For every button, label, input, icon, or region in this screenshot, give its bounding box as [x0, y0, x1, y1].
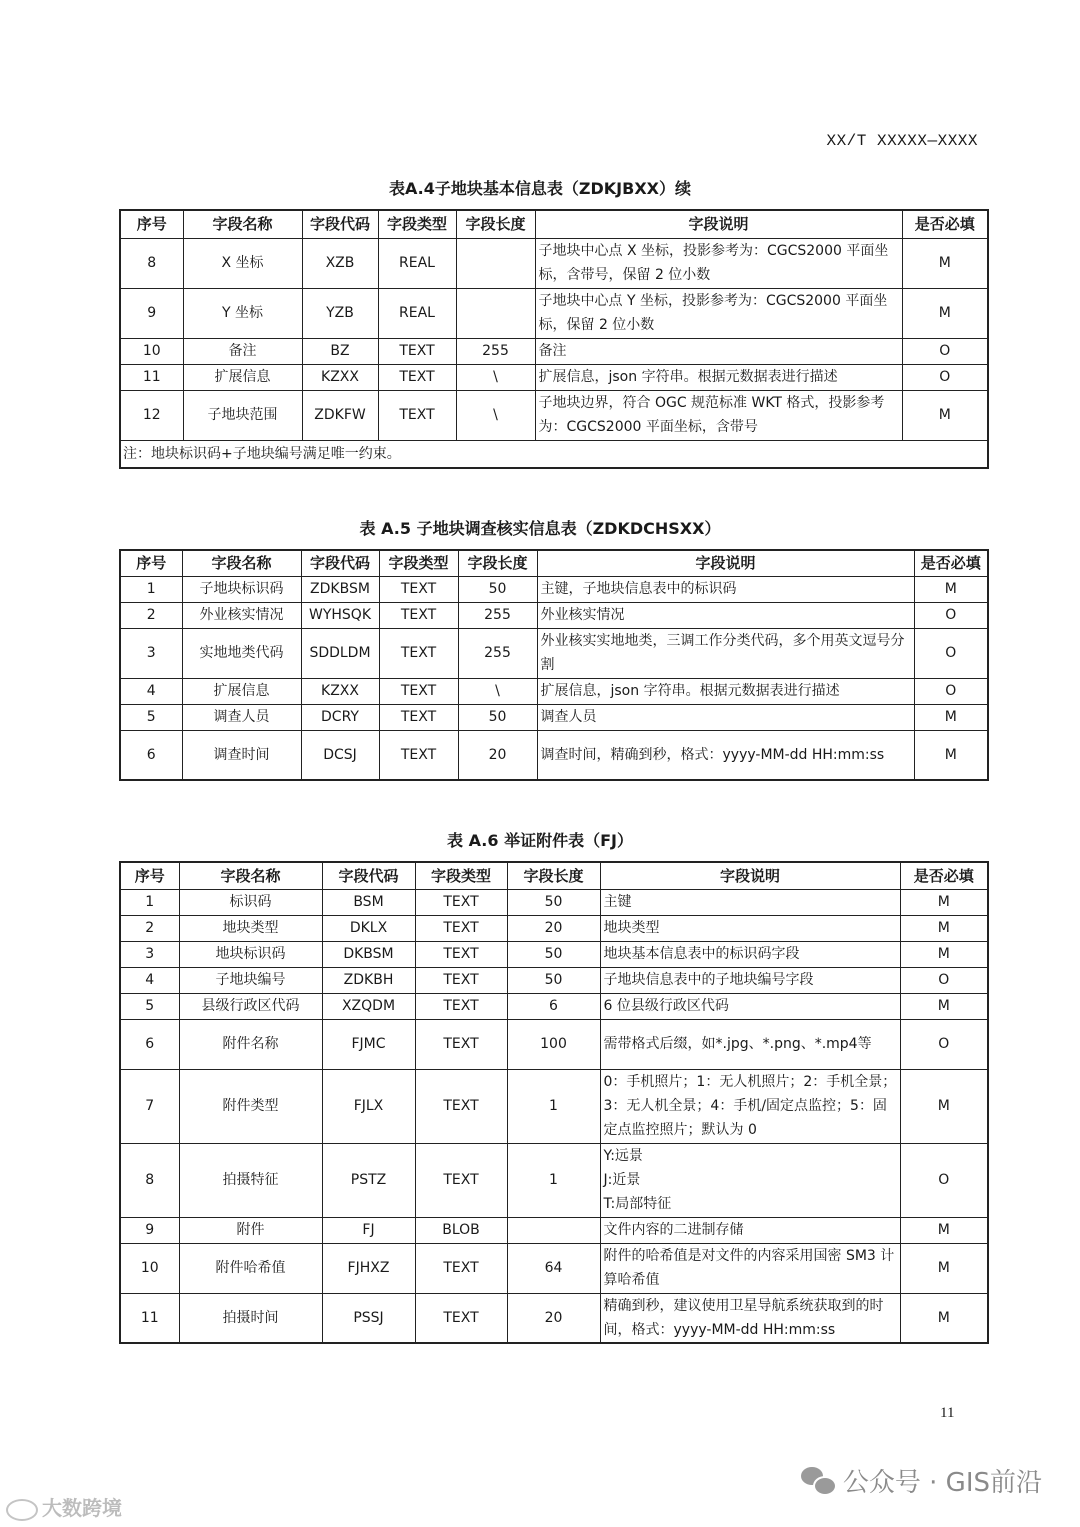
table-cell: 50: [458, 704, 537, 730]
table-cell: [456, 238, 535, 288]
table-header-row: [120, 550, 988, 576]
table-cell: 9: [120, 288, 183, 338]
table-cell: 8: [120, 238, 183, 288]
table-row: [120, 889, 988, 915]
table-cell: M: [900, 1243, 988, 1293]
table-cell: ZDKBH: [322, 967, 415, 993]
table-cell: 扩展信息: [182, 678, 301, 704]
watermark-left-text: 大数跨境: [42, 1496, 122, 1520]
table-cell: M: [900, 889, 988, 915]
table-cell: PSSJ: [322, 1293, 415, 1343]
table-row: [120, 967, 988, 993]
table-row: [120, 1019, 988, 1069]
table-cell: DCRY: [301, 704, 379, 730]
column-header: 序号: [120, 862, 179, 889]
table-cell: XZQDM: [322, 993, 415, 1019]
table-cell: TEXT: [378, 338, 456, 364]
table-cell: 附件类型: [179, 1069, 322, 1143]
table-cell: 子地块中心点 X 坐标，投影参考为：CGCS2000 平面坐标，含带号，保留 2 位小数: [535, 238, 902, 288]
table-row: [120, 1217, 988, 1243]
table-cell: 外业核实情况: [537, 602, 914, 628]
table-cell: TEXT: [415, 1143, 507, 1217]
table-note: 注：地块标识码+子地块编号满足唯一约束。: [120, 440, 988, 468]
table-row: [120, 1143, 988, 1217]
table-cell: 附件哈希值: [179, 1243, 322, 1293]
table-cell: M: [914, 576, 988, 602]
table-cell: 地块标识码: [179, 941, 322, 967]
table-a4: [119, 209, 989, 469]
table-cell: 50: [507, 889, 600, 915]
table-cell: BZ: [302, 338, 378, 364]
table-cell: 调查时间，精确到秒，格式：yyyy-MM-dd HH:mm:ss: [537, 730, 914, 780]
table-cell: [507, 1217, 600, 1243]
table-cell: 拍摄时间: [179, 1293, 322, 1343]
table-cell: 5: [120, 993, 179, 1019]
table-cell: BLOB: [415, 1217, 507, 1243]
table-cell: 子地块范围: [183, 390, 302, 440]
column-header: 字段说明: [537, 550, 914, 576]
table-cell: 6: [120, 1019, 179, 1069]
table-cell: 地块基本信息表中的标识码字段: [600, 941, 900, 967]
watermark-right-text: 公众号 · GIS前沿: [842, 1468, 1042, 1498]
table-cell: O: [914, 678, 988, 704]
table-cell: \: [458, 678, 537, 704]
table-cell: 外业核实实地地类，三调工作分类代码，多个用英文逗号分割: [537, 628, 914, 678]
table-cell: 3: [120, 628, 182, 678]
table-row: [120, 602, 988, 628]
table-cell: 调查时间: [182, 730, 301, 780]
table-row: [120, 993, 988, 1019]
table-cell: O: [902, 364, 988, 390]
table-cell: M: [900, 1293, 988, 1343]
column-header: 字段名称: [183, 210, 302, 238]
table-cell: 50: [507, 967, 600, 993]
table-cell: 扩展信息，json 字符串。根据元数据表进行描述: [535, 364, 902, 390]
table-cell: M: [900, 993, 988, 1019]
column-header: 字段类型: [415, 862, 507, 889]
table-cell: Y 坐标: [183, 288, 302, 338]
table-cell: M: [902, 288, 988, 338]
table-cell: KZXX: [301, 678, 379, 704]
table-cell: O: [900, 1143, 988, 1217]
column-header: 字段长度: [507, 862, 600, 889]
table-row: [120, 678, 988, 704]
table-cell: TEXT: [415, 889, 507, 915]
table-cell: REAL: [378, 238, 456, 288]
column-header: 字段代码: [301, 550, 379, 576]
table-header-row: [120, 862, 988, 889]
table-cell: 扩展信息，json 字符串。根据元数据表进行描述: [537, 678, 914, 704]
table-cell: TEXT: [378, 364, 456, 390]
table-row: [120, 628, 988, 678]
table-cell: 附件名称: [179, 1019, 322, 1069]
table-cell: 3: [120, 941, 179, 967]
table-cell: 备注: [535, 338, 902, 364]
table-cell: 20: [507, 1293, 600, 1343]
column-header: 是否必填: [900, 862, 988, 889]
column-header: 序号: [120, 210, 183, 238]
table-cell: SDDLDM: [301, 628, 379, 678]
table-row: [120, 238, 988, 288]
table-cell: 外业核实情况: [182, 602, 301, 628]
table-cell: 拍摄特征: [179, 1143, 322, 1217]
table-cell: KZXX: [302, 364, 378, 390]
table-cell: 子地块标识码: [182, 576, 301, 602]
table-cell: TEXT: [415, 941, 507, 967]
table-cell: WYHSQK: [301, 602, 379, 628]
table-cell: 文件内容的二进制存储: [600, 1217, 900, 1243]
table-cell: 11: [120, 364, 183, 390]
table-cell: 255: [458, 602, 537, 628]
table-cell: M: [914, 730, 988, 780]
table-cell: O: [902, 338, 988, 364]
table-cell: 64: [507, 1243, 600, 1293]
table-cell: 4: [120, 678, 182, 704]
column-header: 字段说明: [535, 210, 902, 238]
table-cell: REAL: [378, 288, 456, 338]
table-cell: 1: [507, 1069, 600, 1143]
table-cell: XZB: [302, 238, 378, 288]
table-cell: [456, 288, 535, 338]
column-header: 字段名称: [179, 862, 322, 889]
table-cell: TEXT: [415, 915, 507, 941]
table-cell: 子地块编号: [179, 967, 322, 993]
table-cell: FJMC: [322, 1019, 415, 1069]
table-cell: 50: [458, 576, 537, 602]
table-a5-caption: 表 A.5 子地块调查核实信息表（ZDKDCHSXX）: [359, 519, 721, 538]
table-cell: 调查人员: [182, 704, 301, 730]
table-cell: 调查人员: [537, 704, 914, 730]
table-cell: 6: [507, 993, 600, 1019]
table-cell: M: [900, 1069, 988, 1143]
table-cell: 10: [120, 1243, 179, 1293]
wechat-icon: [801, 1467, 835, 1495]
table-cell: 100: [507, 1019, 600, 1069]
table-cell: M: [900, 941, 988, 967]
table-cell: \: [456, 390, 535, 440]
table-cell: 255: [458, 628, 537, 678]
table-row: [120, 915, 988, 941]
table-cell: FJLX: [322, 1069, 415, 1143]
table-cell: PSTZ: [322, 1143, 415, 1217]
table-cell: 地块类型: [600, 915, 900, 941]
table-cell: 50: [507, 941, 600, 967]
table-cell: TEXT: [379, 678, 458, 704]
table-a6-caption: 表 A.6 举证附件表（FJ）: [447, 831, 633, 850]
table-cell: 子地块边界，符合 OGC 规范标准 WKT 格式，投影参考为：CGCS2000 平面坐标，含带号: [535, 390, 902, 440]
table-cell: TEXT: [379, 576, 458, 602]
table-cell: Y:远景 J:近景 T:局部特征: [600, 1143, 900, 1217]
table-cell: 地块类型: [179, 915, 322, 941]
table-cell: TEXT: [378, 390, 456, 440]
table-cell: 需带格式后缀，如*.jpg、*.png、*.mp4等: [600, 1019, 900, 1069]
table-cell: O: [914, 628, 988, 678]
table-cell: 1: [120, 889, 179, 915]
table-cell: 6 位县级行政区代码: [600, 993, 900, 1019]
table-cell: TEXT: [415, 993, 507, 1019]
table-a5: [119, 549, 989, 781]
table-row: [120, 1069, 988, 1143]
column-header: 字段长度: [458, 550, 537, 576]
column-header: 字段名称: [182, 550, 301, 576]
table-cell: FJHXZ: [322, 1243, 415, 1293]
table-row: [120, 704, 988, 730]
watermark-left: [6, 1492, 122, 1521]
table-cell: \: [456, 364, 535, 390]
table-row: [120, 941, 988, 967]
table-cell: M: [902, 238, 988, 288]
table-cell: M: [900, 1217, 988, 1243]
table-cell: 11: [120, 1293, 179, 1343]
table-cell: O: [914, 602, 988, 628]
table-cell: 255: [456, 338, 535, 364]
table-cell: TEXT: [415, 1019, 507, 1069]
page-number: 11: [940, 1405, 955, 1421]
table-row: [120, 364, 988, 390]
table-cell: 主键，子地块信息表中的标识码: [537, 576, 914, 602]
table-cell: TEXT: [379, 704, 458, 730]
table-cell: 9: [120, 1217, 179, 1243]
table-cell: O: [900, 1019, 988, 1069]
table-cell: 4: [120, 967, 179, 993]
table-cell: 1: [120, 576, 182, 602]
table-row: [120, 338, 988, 364]
table-cell: DKBSM: [322, 941, 415, 967]
table-cell: TEXT: [379, 602, 458, 628]
table-cell: M: [900, 915, 988, 941]
standard-code: XX/T XXXXX—XXXX: [826, 132, 978, 150]
table-cell: 主键: [600, 889, 900, 915]
table-row: [120, 1243, 988, 1293]
table-cell: 2: [120, 915, 179, 941]
column-header: 字段代码: [302, 210, 378, 238]
table-cell: 实地地类代码: [182, 628, 301, 678]
column-header: 字段说明: [600, 862, 900, 889]
column-header: 字段类型: [379, 550, 458, 576]
table-a4-caption: 表A.4子地块基本信息表（ZDKJBXX）续: [389, 179, 691, 198]
table-cell: 扩展信息: [183, 364, 302, 390]
table-cell: TEXT: [415, 1293, 507, 1343]
table-cell: 县级行政区代码: [179, 993, 322, 1019]
table-cell: 子地块信息表中的子地块编号字段: [600, 967, 900, 993]
table-cell: TEXT: [415, 1069, 507, 1143]
table-cell: 标识码: [179, 889, 322, 915]
table-cell: M: [914, 704, 988, 730]
eye-logo-icon: [6, 1499, 38, 1521]
table-cell: TEXT: [415, 967, 507, 993]
table-row: [120, 1293, 988, 1343]
table-row: [120, 288, 988, 338]
table-row: [120, 576, 988, 602]
table-row: [120, 730, 988, 780]
table-cell: 2: [120, 602, 182, 628]
table-cell: 20: [507, 915, 600, 941]
table-cell: 备注: [183, 338, 302, 364]
table-cell: 1: [507, 1143, 600, 1217]
table-cell: TEXT: [415, 1243, 507, 1293]
table-cell: 20: [458, 730, 537, 780]
table-cell: DCSJ: [301, 730, 379, 780]
table-cell: 8: [120, 1143, 179, 1217]
table-cell: 0：手机照片；1：无人机照片；2：手机全景；3：无人机全景；4：手机/固定点监控；5：固定点监控照片；默认为 0: [600, 1069, 900, 1143]
table-cell: 12: [120, 390, 183, 440]
table-cell: 附件: [179, 1217, 322, 1243]
column-header: 序号: [120, 550, 182, 576]
column-header: 是否必填: [914, 550, 988, 576]
column-header: 字段类型: [378, 210, 456, 238]
table-cell: 精确到秒，建议使用卫星导航系统获取到的时间，格式：yyyy-MM-dd HH:mm:ss: [600, 1293, 900, 1343]
table-cell: BSM: [322, 889, 415, 915]
table-cell: 7: [120, 1069, 179, 1143]
table-cell: 10: [120, 338, 183, 364]
table-cell: 附件的哈希值是对文件的内容采用国密 SM3 计算哈希值: [600, 1243, 900, 1293]
column-header: 是否必填: [902, 210, 988, 238]
table-cell: 子地块中心点 Y 坐标，投影参考为：CGCS2000 平面坐标，保留 2 位小数: [535, 288, 902, 338]
table-cell: M: [902, 390, 988, 440]
table-cell: ZDKBSM: [301, 576, 379, 602]
table-cell: O: [900, 967, 988, 993]
table-a6: [119, 861, 989, 1344]
column-header: 字段代码: [322, 862, 415, 889]
watermark-right: [801, 1462, 1042, 1499]
column-header: 字段长度: [456, 210, 535, 238]
table-cell: ZDKFW: [302, 390, 378, 440]
table-cell: X 坐标: [183, 238, 302, 288]
table-cell: 5: [120, 704, 182, 730]
table-row: [120, 390, 988, 440]
table-cell: TEXT: [379, 730, 458, 780]
table-cell: 6: [120, 730, 182, 780]
table-cell: DKLX: [322, 915, 415, 941]
table-cell: TEXT: [379, 628, 458, 678]
table-header-row: [120, 210, 988, 238]
table-cell: YZB: [302, 288, 378, 338]
table-cell: FJ: [322, 1217, 415, 1243]
